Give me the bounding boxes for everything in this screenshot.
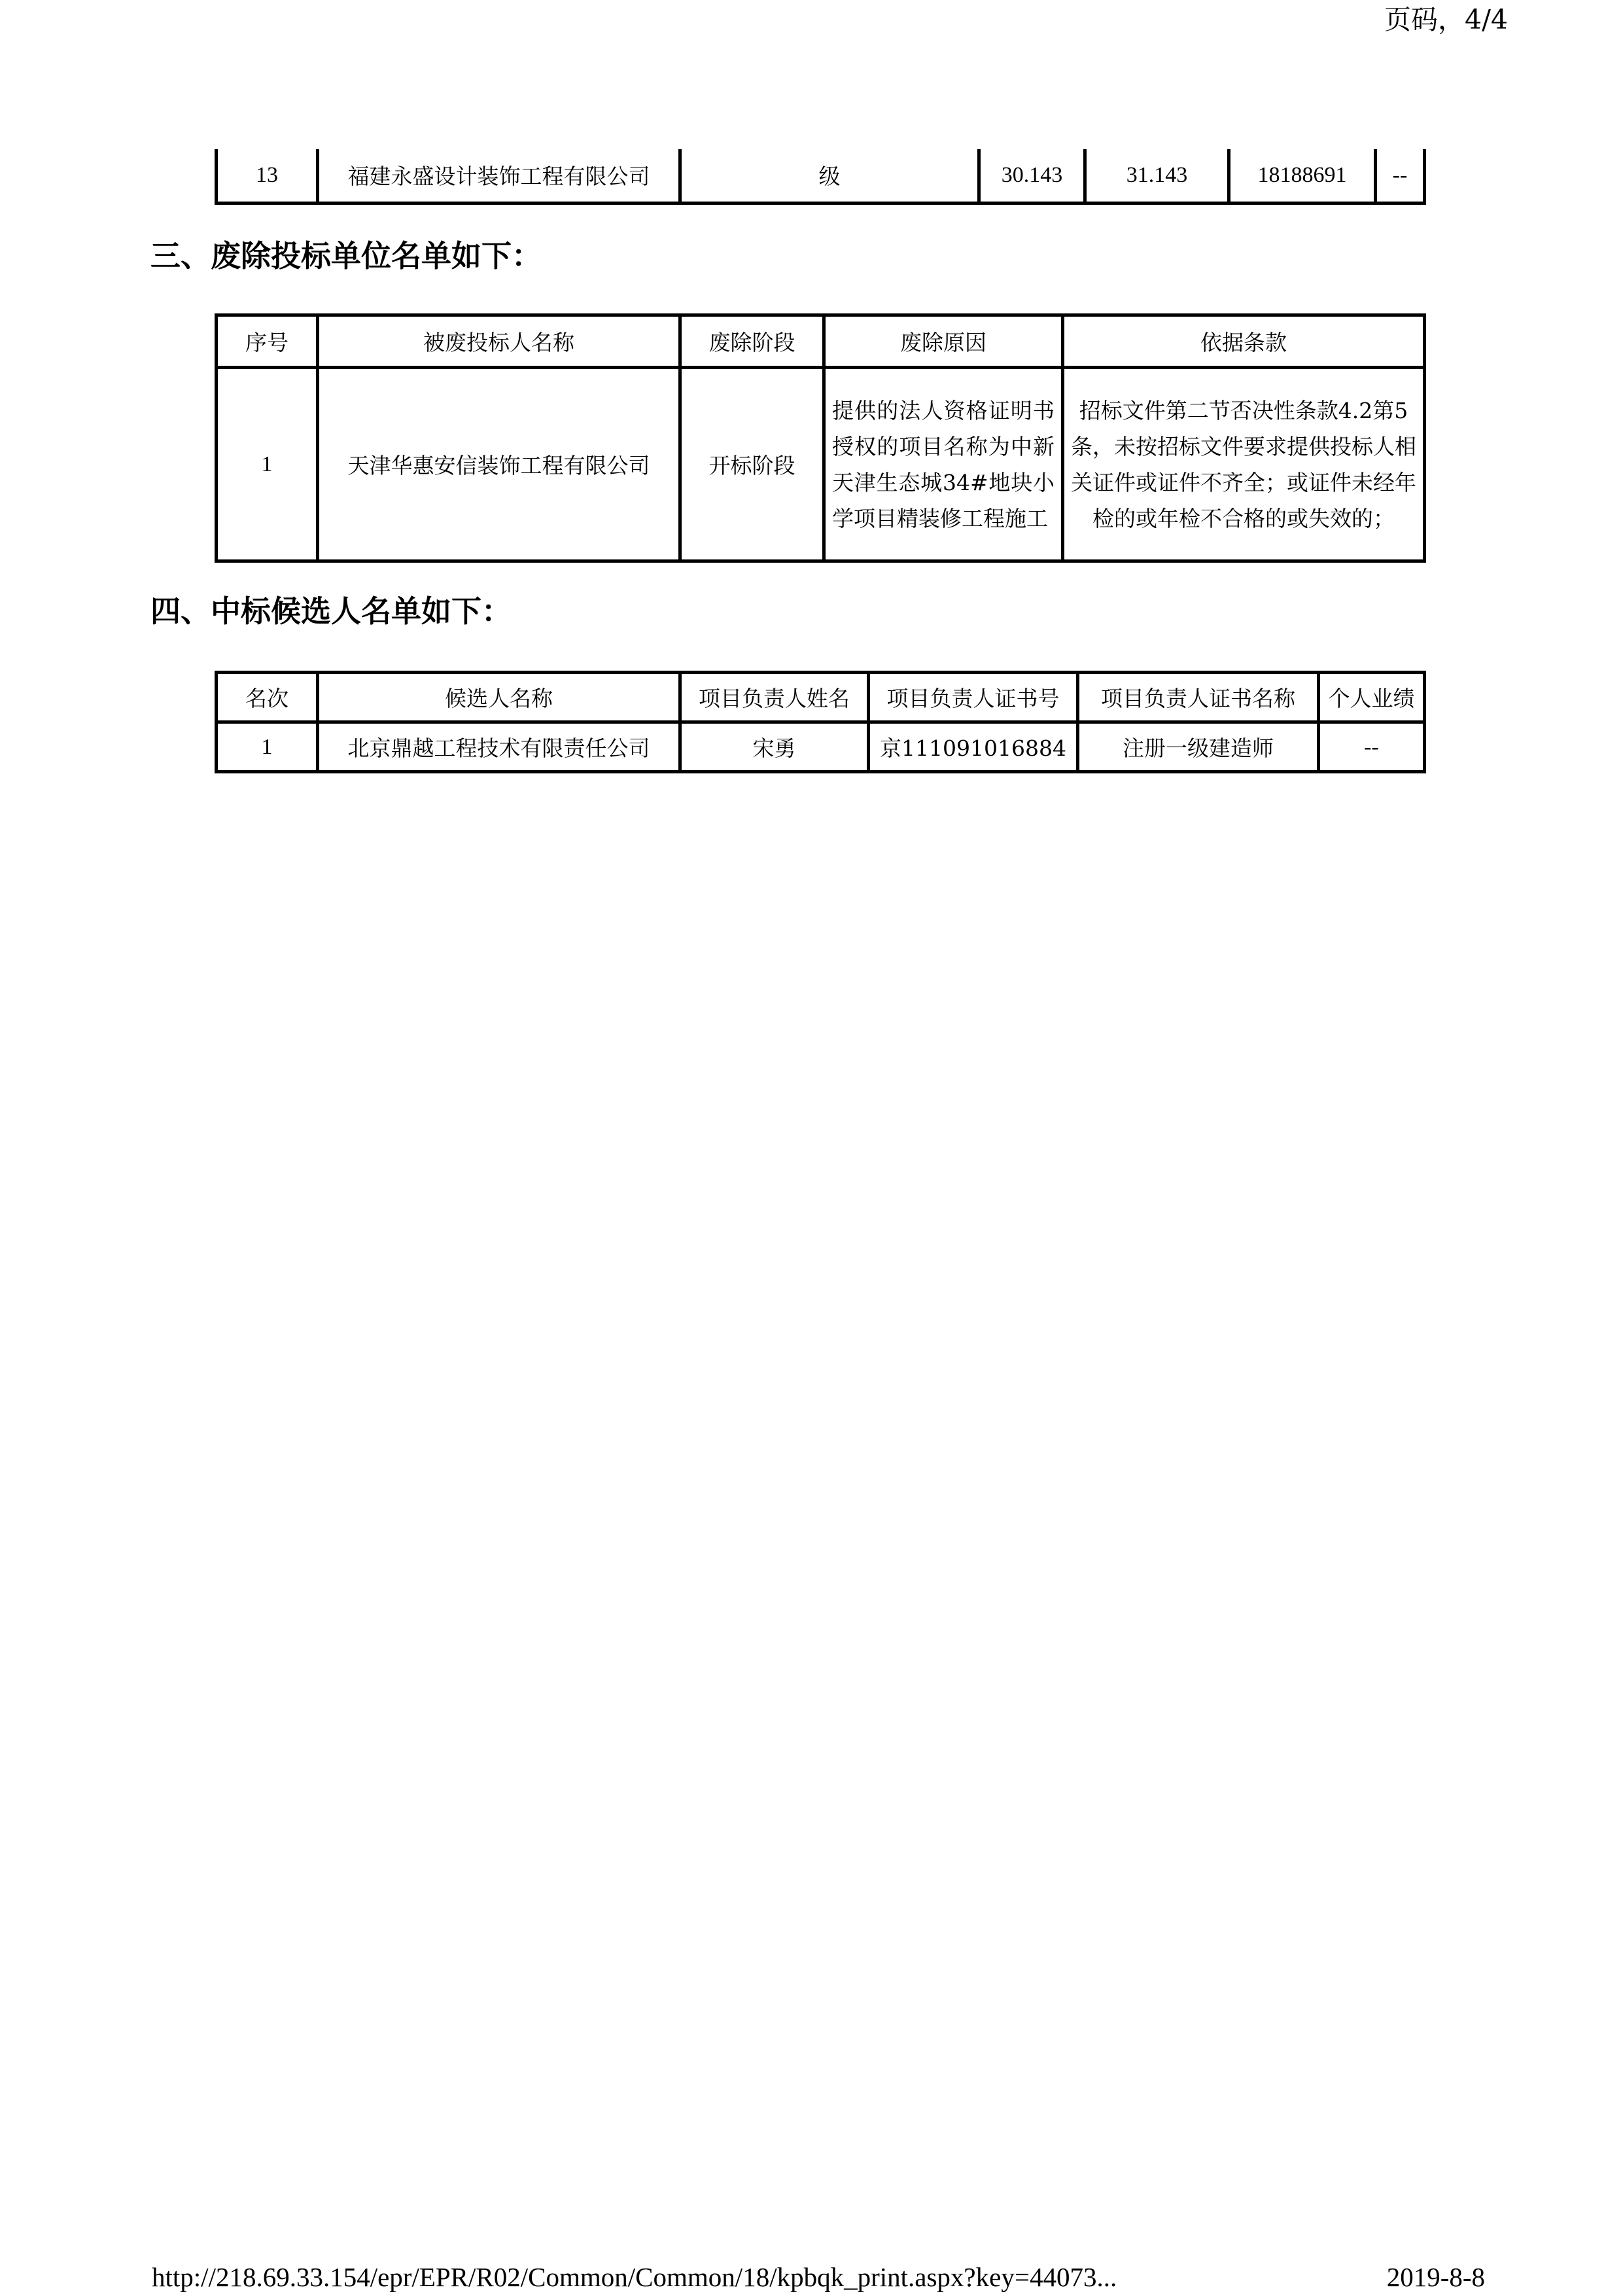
table-cell: 13 (217, 149, 318, 203)
table-cell: 31.143 (1085, 149, 1229, 203)
candidates-table (215, 671, 1426, 773)
column-header: 项目负责人证书名称 (1078, 673, 1319, 722)
disqualify-reason: 提供的法人资格证明书授权的项目名称为中新天津生态城34#地块小学项目精装修工程施工 (824, 368, 1063, 561)
table-row (217, 149, 1425, 203)
section-title-candidates: 四、中标候选人名单如下： (150, 593, 512, 629)
column-header: 个人业绩 (1319, 673, 1425, 722)
table-header-row (217, 673, 1425, 722)
column-header: 项目负责人证书号 (869, 673, 1078, 722)
table-row (217, 368, 1425, 561)
disqualify-stage: 开标阶段 (680, 368, 824, 561)
column-header: 被废投标人名称 (318, 315, 680, 368)
disqualified-table (215, 313, 1426, 563)
column-header: 序号 (217, 315, 318, 368)
column-header: 废除原因 (824, 315, 1063, 368)
table-row (217, 722, 1425, 772)
manager-name: 宋勇 (680, 722, 869, 772)
column-header: 候选人名称 (318, 673, 680, 722)
section-title-disqualified: 三、废除投标单位名单如下： (150, 238, 542, 274)
personal-performance: -- (1319, 722, 1425, 772)
manager-cert-name: 注册一级建造师 (1078, 722, 1319, 772)
column-header: 项目负责人姓名 (680, 673, 869, 722)
table-header-row (217, 315, 1425, 368)
page-number: 页码，4/4 (1384, 4, 1508, 35)
column-header: 名次 (217, 673, 318, 722)
bidder-name: 天津华惠安信装饰工程有限公司 (318, 368, 680, 561)
column-header: 废除阶段 (680, 315, 824, 368)
candidate-rank: 1 (217, 722, 318, 772)
table-cell: 福建永盛设计装饰工程有限公司 (318, 149, 680, 203)
table-cell: 18188691 (1229, 149, 1376, 203)
disqualify-clause: 招标文件第二节否决性条款4.2第5条，未按招标文件要求提供投标人相关证件或证件不齐全；或证件未经年检的或年检不合格的或失效的； (1063, 368, 1425, 561)
footer-date: 2019-8-8 (1386, 2262, 1485, 2292)
table-cell: 30.143 (979, 149, 1085, 203)
candidate-name: 北京鼎越工程技术有限责任公司 (318, 722, 680, 772)
table-cell: -- (1376, 149, 1425, 203)
manager-cert-number: 京111091016884 (869, 722, 1078, 772)
column-header: 依据条款 (1063, 315, 1425, 368)
row-number: 1 (217, 368, 318, 561)
table-cell: 级 (680, 149, 979, 203)
footer-url: http://218.69.33.154/epr/EPR/R02/Common/Common/18/kpbqk_print.aspx?key=44073... (152, 2262, 1117, 2292)
carry-over-table (215, 149, 1426, 205)
